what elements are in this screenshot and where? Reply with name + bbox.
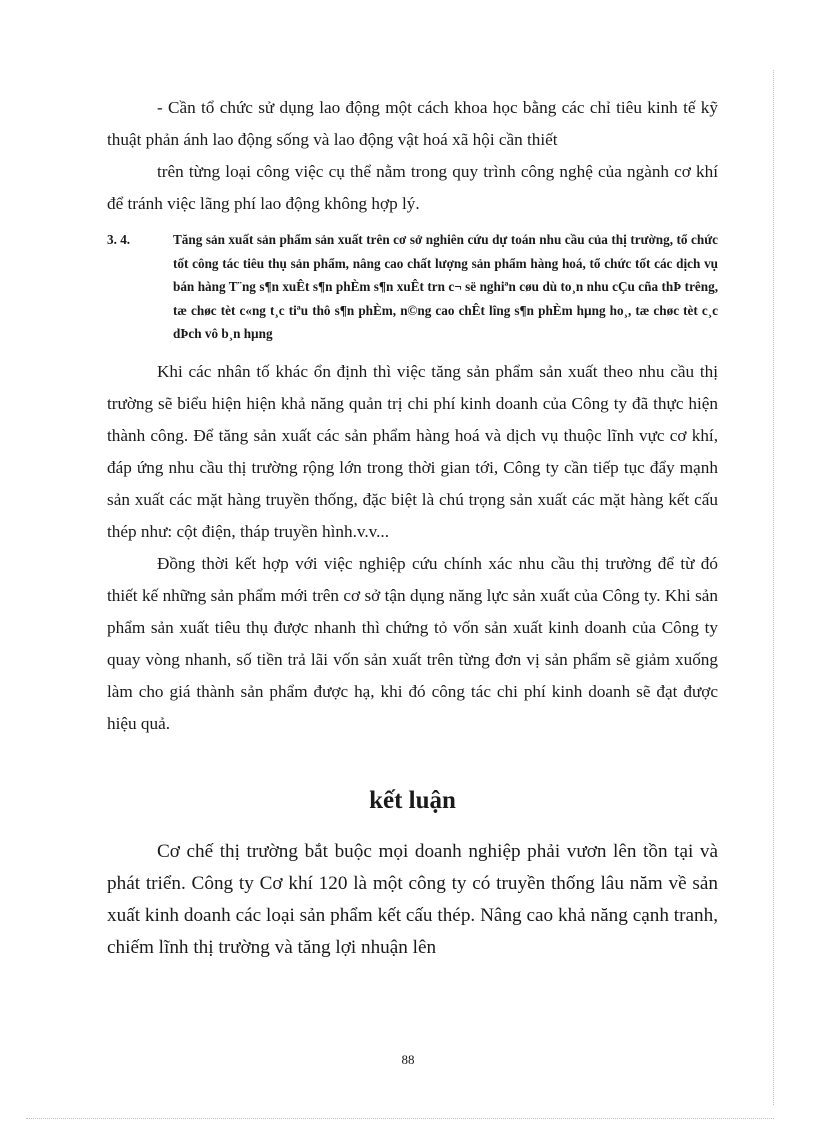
conclusion-title: kết luận xyxy=(369,786,456,814)
document-page xyxy=(107,92,718,964)
section-heading-text: Tăng sản xuất sản phẩm sản xuất trên cơ sở nghiên cứu dự toán nhu cầu của thị trường, tổ chức tốt công tác tiêu thụ sản phẩm, nâng cao chất lượng sản phẩm hàng hoá, tổ chức tốt các dịch vụ bán hàng xyxy=(173,232,718,294)
paragraph-research: Đồng thời kết hợp với việc nghiệp cứu chính xác nhu cầu thị trường để từ đó thiết kế những sản phẩm mới trên cơ sở tận dụng năng lực sản xuất của Công ty. Khi sản phẩm sản xuất tiêu thụ được nhanh thì chứng tỏ vốn sản xuất kinh doanh của Công ty quay vòng nhanh, số tiền trả lãi vốn sản xuất trên từng đơn vị sản phẩm sẽ giảm xuống làm cho giá thành sản phẩm được hạ, khi đó công tác chi phí kinh doanh sẽ đạt được hiệu quả. xyxy=(107,553,718,733)
section-heading-garbled: T¨ng s¶n xuÊt s¶n phÈm s¶n xuÊt trn c¬ së nghiªn cøu dù to¸n nhu cÇu cña thÞ trêng, tæ chøc tèt c«ng t¸c tiªu thô s¶n phÈm, n©ng cao chÊt lîng s¶n phÈm hµng ho¸, tæ chøc tèt c¸c dÞch vô b¸n hµng xyxy=(173,279,719,341)
section-number: 3. 4. xyxy=(107,232,131,247)
paragraph-labor-1: - Cần tổ chức sử dụng lao động một cách khoa học bằng các chỉ tiêu kinh tế kỹ thuật phản ánh lao động sống và lao động vật hoá xã hội cần thiết xyxy=(107,98,718,149)
section-heading xyxy=(107,228,718,346)
page-border-right xyxy=(773,70,774,1105)
conclusion-paragraph: Cơ chế thị trường bắt buộc mọi doanh nghiệp phải vươn lên tồn tại và phát triển. Công ty Cơ khí 120 là một công ty có truyền thống lâu năm về sản xuất kinh doanh các loại sản phẩm kết cấu thép. Nâng cao khả năng cạnh tranh, chiếm lĩnh thị trường và tăng lợi nhuận lên xyxy=(107,840,718,958)
page-number: 88 xyxy=(401,1052,415,1067)
paragraph-labor-2: trên từng loại công việc cụ thể nằm trong quy trình công nghệ của ngành cơ khí để tránh việc lãng phí lao động không hợp lý. xyxy=(107,162,718,213)
page-border-bottom xyxy=(26,1118,774,1119)
paragraph-production: Khi các nhân tố khác ổn định thì việc tăng sản phẩm sản xuất theo nhu cầu thị trường sẽ biểu hiện hiện khả năng quản trị chi phí kinh doanh của Công ty đã thực hiện thành công. Để tăng sản xuất các sản phẩm hàng hoá và dịch vụ thuộc lĩnh vực cơ khí, đáp ứng nhu cầu thị trường rộng lớn trong thời gian tới, Công ty cần tiếp tục đẩy mạnh sản xuất các mặt hàng truyền thống, đặc biệt là chú trọng sản xuất các mặt hàng kết cấu thép như: cột điện, tháp truyền hình.v.v... xyxy=(107,361,718,541)
